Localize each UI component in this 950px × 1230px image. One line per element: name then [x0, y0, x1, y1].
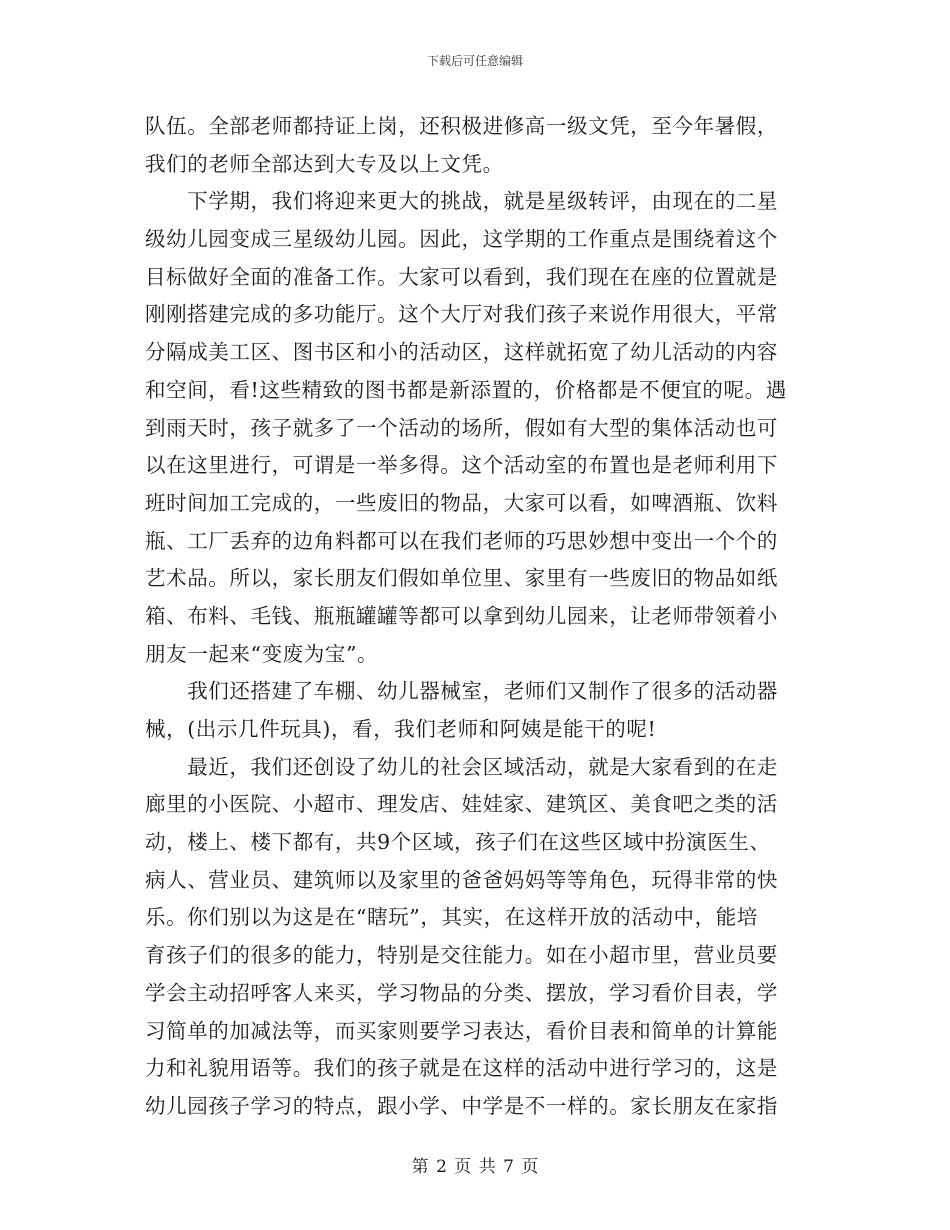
text-line: 乐。你们别以为这是在“瞎玩”，其实，在这样开放的活动中，能培 [145, 905, 758, 930]
text-line: 幼儿园孩子学习的特点，跟小学、中学是不一样的。家长朋友在家指 [145, 1093, 778, 1118]
text-line: 动，楼上、楼下都有，共9个区域，孩子们在这些区域中扮演医生、 [145, 830, 771, 855]
text-line: 到雨天时，孩子就多了一个活动的场所，假如有大型的集体活动也可 [145, 415, 778, 440]
text-line: 刚刚搭建完成的多功能厅。这个大厅对我们孩子来说作用很大，平常 [145, 302, 778, 327]
text-line: 我们还搭建了车棚、幼儿器械室，老师们又制作了很多的活动器 [145, 679, 778, 704]
text-line: 最近，我们还创设了幼儿的社会区域活动，就是大家看到的在走 [145, 754, 778, 779]
text-line: 械，(出示几件玩具)，看，我们老师和阿姨是能干的呢! [145, 717, 657, 741]
text-line: 级幼儿园变成三星级幼儿园。因此，这学期的工作重点是围绕着这个 [145, 227, 778, 252]
text-line: 习简单的加减法等，而买家则要学习表达，看价目表和简单的计算能 [145, 1018, 778, 1043]
text-line: 学会主动招呼客人来买，学习物品的分类、摆放，学习看价目表，学 [145, 980, 778, 1005]
text-line: 艺术品。所以，家长朋友们假如单位里、家里有一些废旧的物品如纸 [145, 566, 778, 591]
text-line: 朋友一起来“变废为宝”。 [145, 641, 379, 666]
text-line: 箱、布料、毛钱、瓶瓶罐罐等都可以拿到幼儿园来，让老师带领着小 [145, 603, 778, 628]
text-line: 队伍。全部老师都持证上岗，还积极进修高一级文凭，至今年暑假， [145, 114, 778, 138]
document-body [145, 108, 809, 1126]
text-line: 瓶、工厂丢弃的边角料都可以在我们老师的巧思妙想中变出一个个的 [145, 528, 778, 553]
text-line: 力和礼貌用语等。我们的孩子就是在这样的活动中进行学习的，这是 [145, 1056, 778, 1081]
text-line: 病人、营业员、建筑师以及家里的爸爸妈妈等等角色，玩得非常的快 [145, 867, 778, 892]
page-number: 第 2 页 共 7 页 [411, 1157, 539, 1177]
text-line: 育孩子们的很多的能力，特别是交往能力。如在小超市里，营业员要 [145, 943, 778, 968]
page-header: 下载后可任意编辑 [426, 54, 523, 68]
text-line: 我们的老师全部达到大专及以上文凭。 [145, 151, 504, 176]
text-line: 分隔成美工区、图书区和小的活动区，这样就拓宽了幼儿活动的内容 [145, 340, 778, 365]
text-line: 目标做好全面的准备工作。大家可以看到，我们现在在座的位置就是 [145, 264, 778, 289]
text-line: 廊里的小医院、小超市、理发店、娃娃家、建筑区、美食吧之类的活 [145, 792, 778, 817]
text-line: 下学期，我们将迎来更大的挑战，就是星级转评，由现在的二星 [145, 189, 778, 214]
text-line: 以在这里进行，可谓是一举多得。这个活动室的布置也是老师利用下 [145, 453, 778, 478]
text-line: 班时间加工完成的，一些废旧的物品，大家可以看，如啤酒瓶、饮料 [145, 490, 778, 515]
text-line: 和空间，看!这些精致的图书都是新添置的，价格都是不便宜的呢。遇 [145, 377, 787, 402]
